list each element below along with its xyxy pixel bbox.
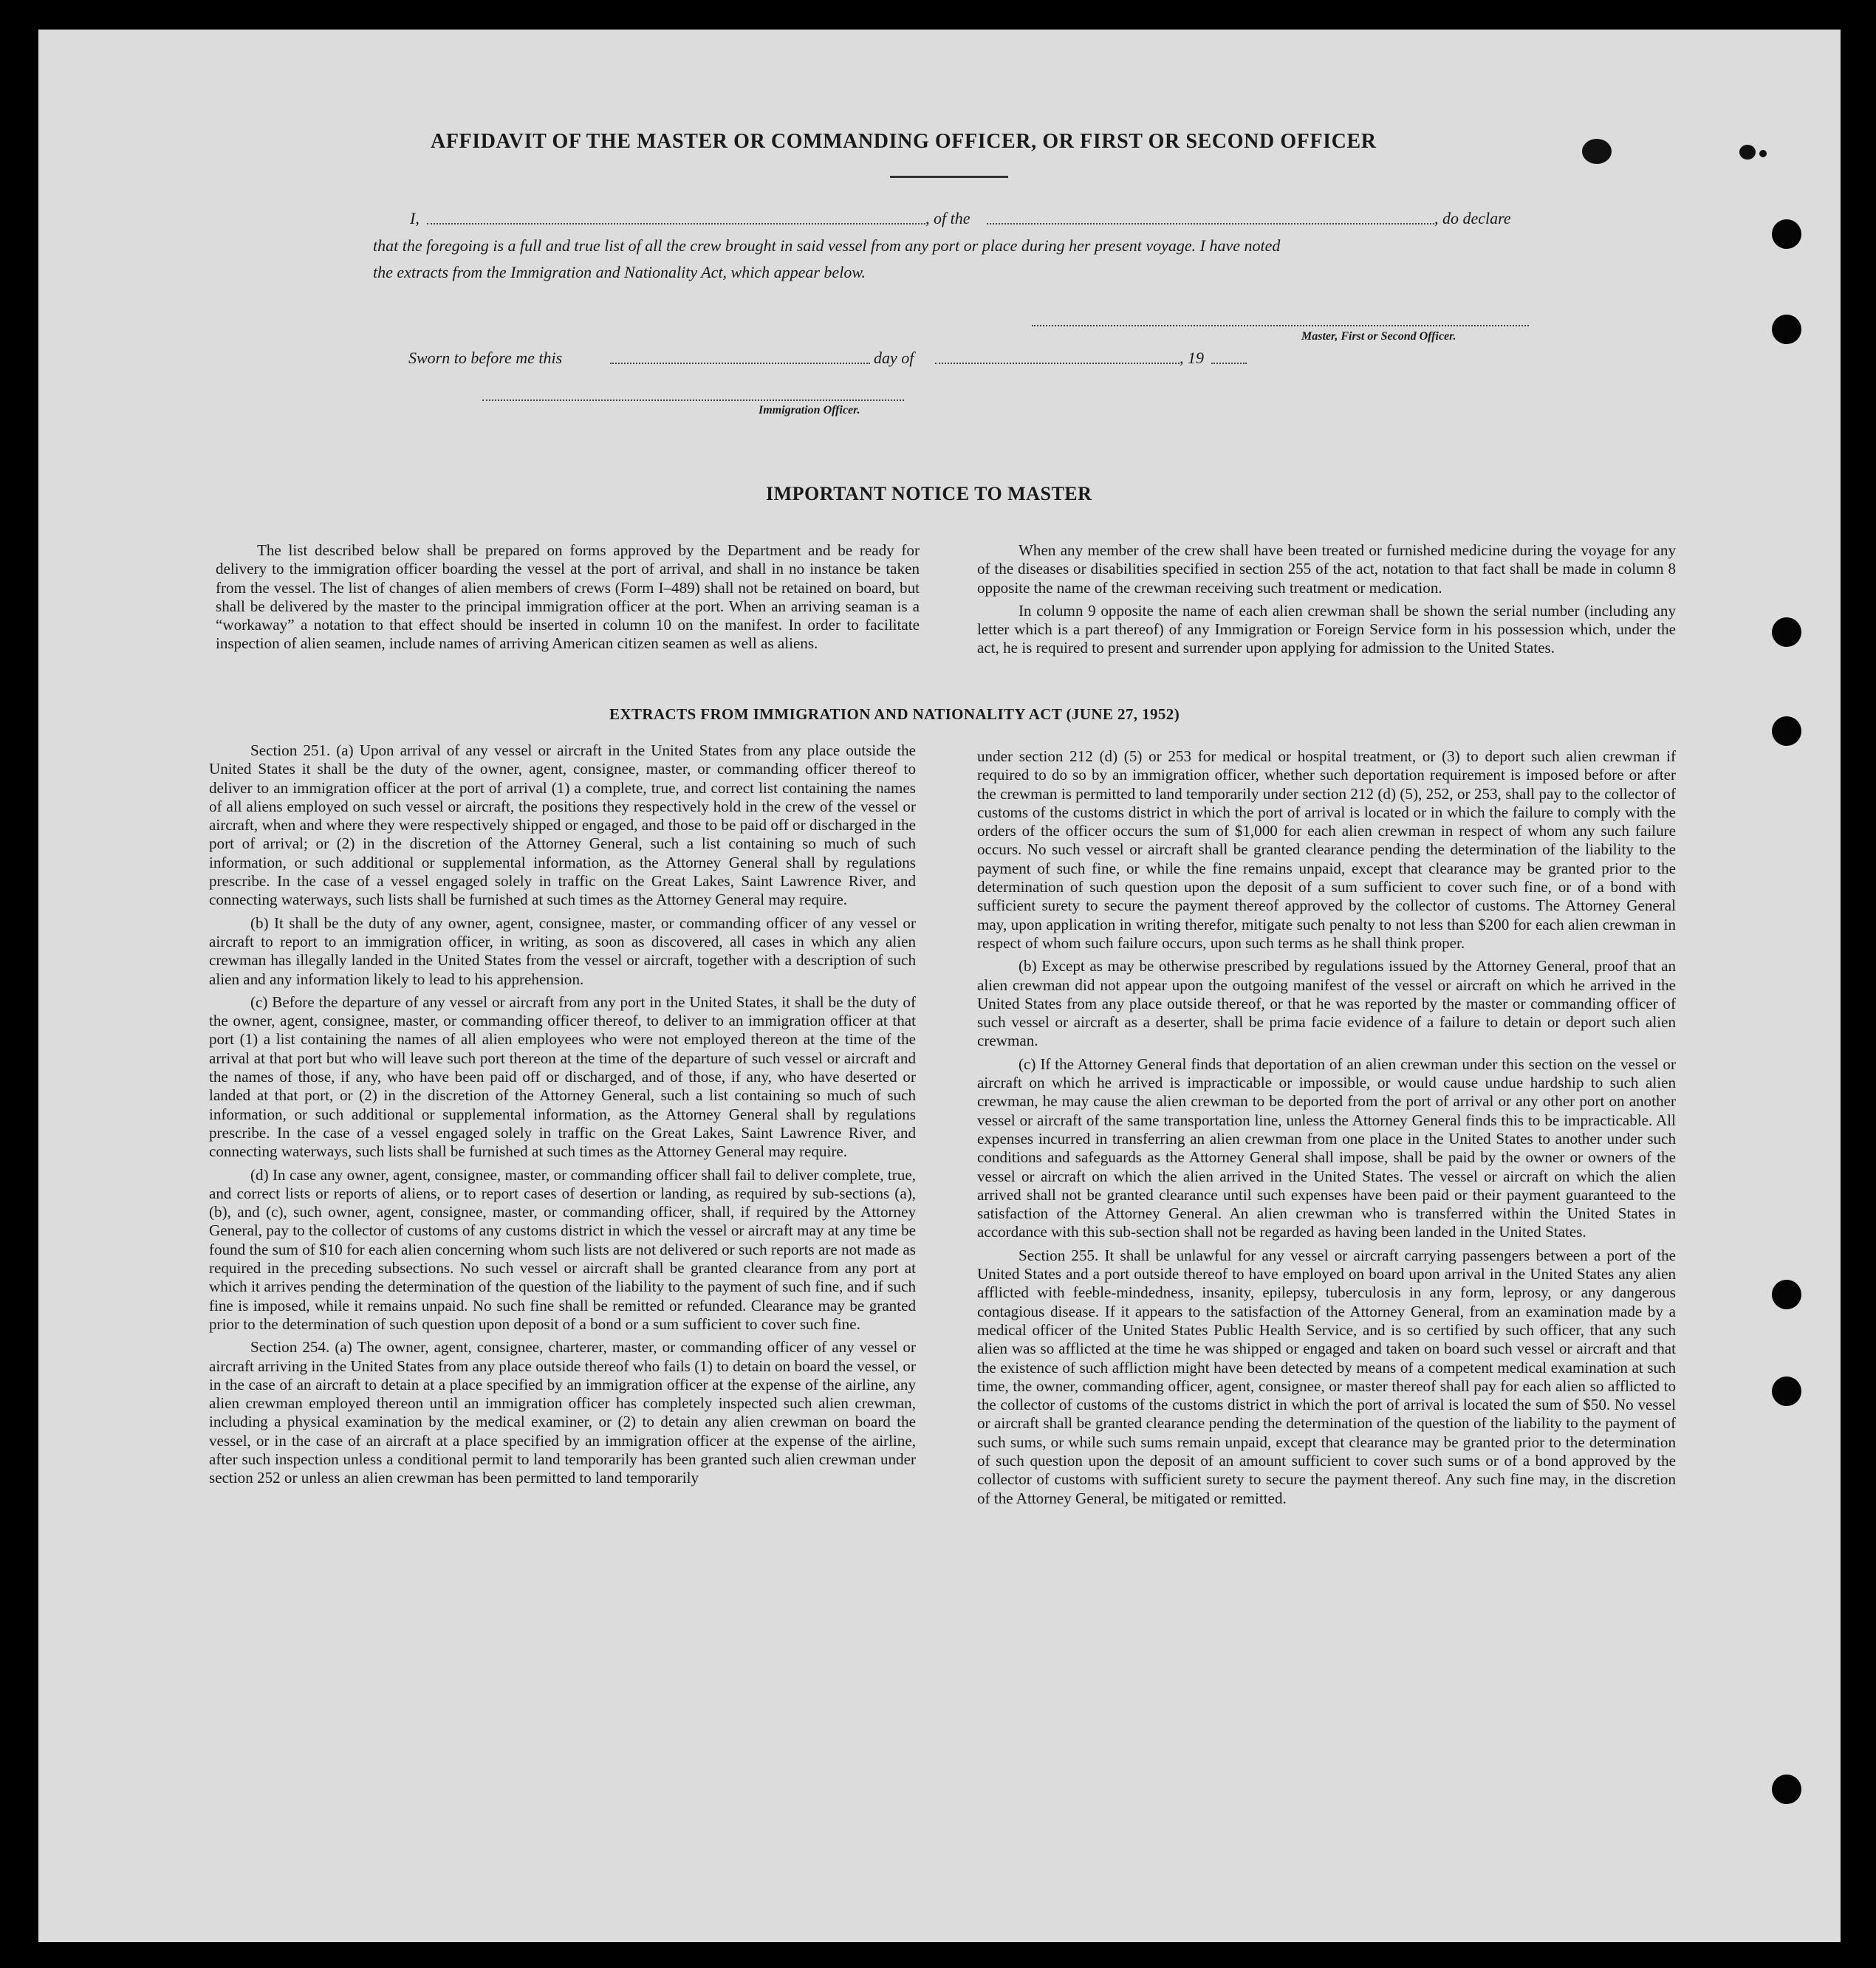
section-251-b: (b) It shall be the duty of any owner, agent, consignee, master, or commanding officer of any vessel or aircraft to report to an immigration officer, in writing, as soon as discovered, all cases in which any alien crewman has illegally landed in the United States from the vessel or aircraft, together with a description of such alien and any information likely to lead to his apprehension. [209, 913, 916, 988]
section-254-b: (b) Except as may be otherwise prescribed by regulations issued by the Attorney General, proof that an alien crewman did not appear upon the outgoing manifest of the vessel or aircraft on which he arrived in the United States from any place outside thereof, or that he was reported by the master or commanding officer of such vessel or aircraft as a deserter, shall be prima facie evidence of a failure to detain or deport such alien crewman. [977, 957, 1676, 1050]
affidavit-line-3: the extracts from the Immigration and Nationality Act, which appear below. [373, 263, 866, 281]
ink-blot [1582, 139, 1612, 164]
section-251-a: Section 251. (a) Upon arrival of any vessel or aircraft in the United States from any place outside the United States it shall be the duty of the owner, agent, consignee, master, or commanding officer thereof to deliver to an immigration officer at the port of arrival (1) a complete, true, and correct list containing the names of all aliens employed on such vessel or aircraft, the positions they respectively hold in the crew of the vessel or aircraft, when and where they were respectively shipped or engaged, and those to be paid off or discharged in the port of arrival; or (2) in the discretion of the Attorney General, such a list containing so much of such information, or such additional or supplemental information, as the Attorney General shall by regulations prescribe. In the case of a vessel engaged solely in traffic on the Great Lakes, Saint Lawrence River, and connecting waterways, such lists shall be furnished at such times as the Attorney General may require. [209, 741, 916, 909]
extracts-title: EXTRACTS FROM IMMIGRATION AND NATIONALITY ACT (JUNE 27, 1952) [609, 705, 1180, 723]
notice-left-paragraph: The list described below shall be prepared on forms approved by the Department and be ready for delivery to the immigration officer boarding the vessel at the port of arrival, and shall in no instance be taken from the vessel. The list of changes of alien members of crews (Form I–489) shall not be retained on board, but shall be delivered by the master to the principal immigration officer at the port. When an arriving seaman is a “workaway” a notation to that effect should be inserted in column 10 on the manifest. In order to facilitate inspection of alien seamen, include names of arriving American citizen seamen as well as aliens. [216, 541, 920, 653]
sworn-day-field[interactable] [610, 363, 870, 364]
extracts-right-column [977, 747, 1676, 1512]
binder-hole [1772, 219, 1801, 249]
ink-blot [1739, 145, 1756, 160]
binder-hole [1772, 1280, 1801, 1309]
master-signature-line[interactable] [1032, 325, 1529, 326]
binder-hole [1772, 1775, 1801, 1804]
notice-right-paragraph-2: In column 9 opposite the name of each alien crewman shall be shown the serial number (including any letter which is a part thereof) of any Immigration or Foreign Service form in his possession which, under the act, he is required to present and surrender upon applying for admission to the United States. [977, 601, 1676, 657]
sworn-month-field[interactable] [935, 363, 1180, 364]
notice-right-column [977, 541, 1676, 662]
declarant-i-label: I, [410, 209, 420, 227]
notice-right-paragraph-1: When any member of the crew shall have been treated or furnished medicine during the voyage for any of the diseases or disabilities specified in section 255 of the act, notation to that fact shall be made in column 8 opposite the name of the crewman receiving such treatment or medication. [977, 541, 1676, 597]
of-the-label: , of the [925, 209, 970, 227]
master-signature-label: Master, First or Second Officer. [1301, 330, 1456, 343]
vessel-name-field[interactable] [987, 223, 1434, 224]
officer-signature-label: Immigration Officer. [759, 404, 860, 416]
section-254-a: Section 254. (a) The owner, agent, consignee, charterer, master, or commanding officer of any vessel or aircraft arriving in the United States from any place outside thereof who fails (1) to detain on board the vessel, or in the case of an aircraft to detain at a place specified by an immigration officer at the expense of the airline, any alien crewman employed thereon until an immigration officer has completely inspected such alien crewman, including a physical examination by the medical examiner, or (2) to detain any alien crewman on board the vessel, or in the case of an aircraft at a place specified by an immigration officer at the expense of the airline, after such inspection unless a conditional permit to land temporarily has been granted such alien crewman under section 252 or unless an alien crewman has been permitted to land temporarily [209, 1338, 916, 1487]
affidavit-title: AFFIDAVIT OF THE MASTER OR COMMANDING OFFICER, OR FIRST OR SECOND OFFICER [431, 130, 1377, 153]
binder-hole [1772, 1376, 1801, 1406]
section-251-d: (d) In case any owner, agent, consignee, master, or commanding officer shall fail to deliver complete, true, and correct lists or reports of aliens, or to report cases of desertion or landing, as required by sub-sections (a), (b), and (c), such owner, agent, consignee, master, or commanding officer, shall, if required by the Attorney General, pay to the collector of customs of any customs district in which the vessel or aircraft may at any time be found the sum of $10 for each alien concerning whom such lists are not delivered or such reports are not made as required in the preceding subsections. No such vessel or aircraft shall be granted clearance from any port at which it arrives pending the determination of the question of the liability to the payment of such fine, and if such fine is imposed, while it remains unpaid. No such fine shall be remitted or refunded. Clearance may be granted prior to the determination of such question upon deposit of a bond or a sum sufficient to cover such fine. [209, 1165, 916, 1333]
sworn-label: Sworn to before me this [408, 349, 563, 367]
binder-hole [1772, 315, 1801, 344]
do-declare-label: , do declare [1434, 209, 1511, 227]
notice-left-column [216, 541, 920, 658]
section-254-c: (c) If the Attorney General finds that deportation of an alien crewman under this section on the vessel or aircraft on which he arrived is impracticable or impossible, or would cause undue hardship to such alien crewman, he may cause the alien crewman to be deported from the port of arrival or any other port on another vessel or aircraft of the same transportation line, unless the Attorney General finds this to be impracticable. All expenses incurred in transferring an alien crewman from one place in the United States to another under such conditions and safeguards as the Attorney General shall impose, shall be paid by the owner or owners of the vessel or aircraft on which the alien arrived in the United States. The vessel or aircraft on which the alien arrived shall not be granted clearance until such expenses have been paid or their payment guaranteed to the satisfaction of the Attorney General. An alien crewman who is transferred within the United States in accordance with this sub-section shall not be regarded as having been landed in the United States. [977, 1055, 1676, 1241]
officer-signature-line[interactable] [482, 400, 904, 401]
sworn-year-field[interactable] [1211, 363, 1247, 364]
ink-blot [1759, 150, 1767, 157]
title-rule [890, 176, 1008, 178]
section-254-a-continued: under section 212 (d) (5) or 253 for medical or hospital treatment, or (3) to deport such alien crewman if required to do so by an immigration officer, whether such deportation requirement is imposed before or after the crewman is permitted to land temporarily under section 212 (d) (5), 252, or 253, shall pay to the collector of customs of the customs district in which the port of arrival is located or in which the failure to comply with the orders of the officer occurs the sum of $1,000 for each alien crewman in respect of whom any such failure occurs. No such vessel or aircraft shall be granted clearance pending the determination of the liability to the payment of such fine, or while the fine remains unpaid, except that clearance may be granted prior to the determination of such question upon the deposit of a sum sufficient to cover such fine, or of a bond with sufficient surety to secure the payment thereof approved by the collector of customs. The Attorney General may, upon application in writing therefor, mitigate such penalty to not less than $200 for each alien crewman in respect of whom such failure occurs, upon such terms as he shall think proper. [977, 747, 1676, 952]
section-251-c: (c) Before the departure of any vessel or aircraft from any port in the United States, it shall be the duty of the owner, agent, consignee, master, or commanding officer thereof, to deliver to an immigration officer at that port (1) a list containing the names of all alien employees who were not employed thereon at the time of the arrival at that port but who will leave such port thereon at the time of the departure of such vessel or aircraft and the names of those, if any, who have been paid off or discharged, and of those, if any, who have deserted or landed at that port, or (2) in the discretion of the Attorney General, such a list containing so much of such information, or such additional or supplemental information, as the Attorney General shall by regulations prescribe. In the case of a vessel engaged solely in traffic on the Great Lakes, Saint Lawrence River, and connecting waterways, such lists shall be furnished at such times as the Attorney General may require. [209, 992, 916, 1161]
binder-hole [1772, 617, 1801, 647]
extracts-left-column [209, 741, 916, 1492]
affidavit-line-2: that the foregoing is a full and true list of all the crew brought in said vessel from any port or place during her present voyage. I have noted [373, 236, 1281, 255]
day-of-label: day of [874, 349, 914, 367]
section-255: Section 255. It shall be unlawful for any vessel or aircraft carrying passengers between a port of the United States and a port outside thereof to have employed on board upon arrival in the United States any alien afflicted with feeble-mindedness, insanity, epilepsy, tuberculosis in any form, leprosy, or any dangerous contagious disease. If it appears to the satisfaction of the Attorney General, from an examination made by a medical officer of the United States Public Health Service, and is so certified by such officer, that any such alien was so afflicted at the time he was shipped or engaged and taken on board such vessel or aircraft and that the existence of such affliction might have been detected by means of a competent medical examination at such time, the owner, commanding officer, agent, consignee, or master thereof shall pay for each alien so afflicted to the collector of customs of the customs district in which the port of arrival is located the sum of $50. No vessel or aircraft shall be granted clearance pending the determination of the question of the liability to the payment of such sums, or while such sums remain unpaid, except that clearance may be granted prior to the determination of such question upon the deposit of an amount sufficient to cover such sums or of a bond approved by the collector of customs with sufficient surety to secure the payment thereof. Any such fine may, in the discretion of the Attorney General, be mitigated or remitted. [977, 1246, 1676, 1507]
notice-title: IMPORTANT NOTICE TO MASTER [766, 483, 1092, 504]
year-label: , 19 [1180, 349, 1204, 367]
binder-hole [1772, 716, 1801, 746]
declarant-name-field[interactable] [427, 223, 925, 224]
